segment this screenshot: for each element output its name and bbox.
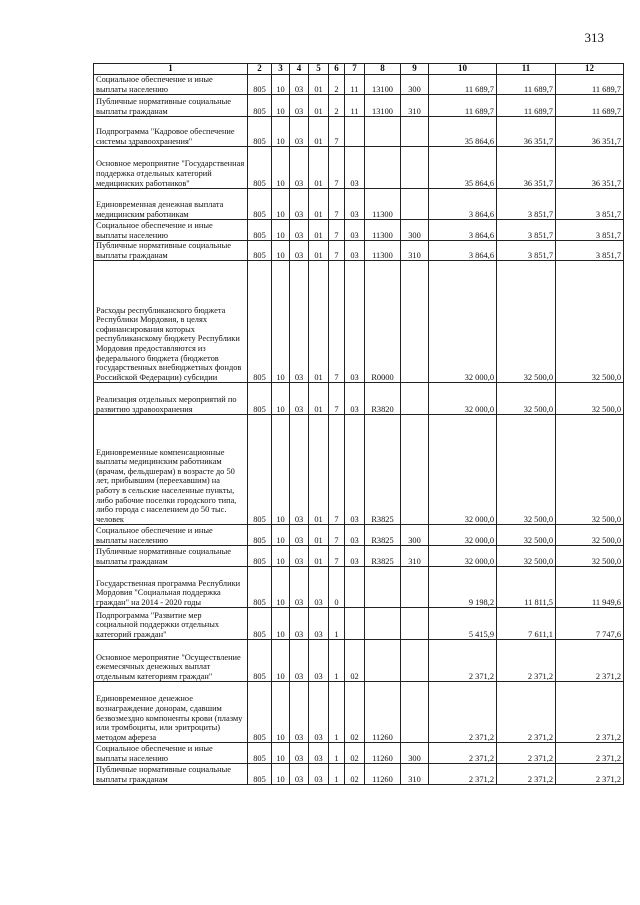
amount-cell-2021: 32 500,0 [556,261,624,383]
event-cell: 02 [345,743,365,764]
table-row [94,189,624,220]
row-name-cell: Реализация отдельных мероприятий по развитию здравоохранения [94,383,248,415]
table-row [94,220,624,241]
amount-cell-2020: 32 500,0 [497,261,556,383]
subprogram-cell: 7 [329,261,345,383]
direction-cell: 11260 [365,682,401,743]
amount-cell-2021: 2 371,2 [556,640,624,682]
program-cell: 03 [309,743,329,764]
amount-cell-2021: 3 851,7 [556,220,624,241]
section-cell: 10 [272,189,290,220]
amount-cell-2020: 32 500,0 [497,415,556,525]
subsection-cell: 03 [290,415,309,525]
subprogram-cell: 7 [329,383,345,415]
amount-cell-2019: 32 000,0 [429,415,497,525]
gr-cell: 805 [248,75,272,95]
expense-type-cell [401,608,429,640]
program-cell: 01 [309,117,329,147]
subprogram-cell: 7 [329,525,345,546]
program-cell: 03 [309,608,329,640]
page-number: 313 [584,30,604,45]
direction-cell: R3825 [365,415,401,525]
event-cell: 02 [345,640,365,682]
gr-cell: 805 [248,241,272,261]
row-name-cell: Государственная программа Республики Мордовия "Социальная поддержка граждан" на 2014 - 2020 годы [94,567,248,608]
program-cell: 01 [309,525,329,546]
section-cell: 10 [272,546,290,567]
subprogram-cell: 7 [329,189,345,220]
gr-cell: 805 [248,525,272,546]
column-header: 9 [401,64,429,75]
event-cell: 03 [345,415,365,525]
amount-cell-2019: 3 864,6 [429,241,497,261]
section-cell: 10 [272,608,290,640]
amount-cell-2021: 36 351,7 [556,147,624,189]
column-header: 5 [309,64,329,75]
program-cell: 01 [309,220,329,241]
expense-type-cell: 310 [401,546,429,567]
table-row [94,261,624,383]
expense-type-cell: 310 [401,95,429,117]
amount-cell-2019: 5 415,9 [429,608,497,640]
row-name-cell: Публичные нормативные социальные выплаты гражданам [94,95,248,117]
column-header: 2 [248,64,272,75]
expense-type-cell: 300 [401,220,429,241]
amount-cell-2019: 3 864,6 [429,189,497,220]
section-cell: 10 [272,75,290,95]
subsection-cell: 03 [290,147,309,189]
section-cell: 10 [272,147,290,189]
program-cell: 01 [309,383,329,415]
subprogram-cell: 2 [329,75,345,95]
direction-cell: 13100 [365,75,401,95]
subprogram-cell: 1 [329,743,345,764]
amount-cell-2019: 9 198,2 [429,567,497,608]
amount-cell-2021: 3 851,7 [556,189,624,220]
row-name-cell: Социальное обеспечение и иные выплаты населению [94,220,248,241]
row-name-cell: Публичные нормативные социальные выплаты гражданам [94,764,248,785]
row-name-cell: Основное мероприятие "Государственная поддержка отдельных категорий медицинских работников" [94,147,248,189]
program-cell: 01 [309,95,329,117]
expense-type-cell: 310 [401,764,429,785]
subsection-cell: 03 [290,241,309,261]
row-name-cell: Расходы республиканского бюджета Республики Мордовия, в целях софинансирования которых республиканскому бюджету Республики Мордовия предоставляются из федерального бюджета (бюджетов государственных внебюджетных фондов Российской Федерации) субсидии [94,261,248,383]
direction-cell: 13100 [365,95,401,117]
column-header: 6 [329,64,345,75]
table-row [94,608,624,640]
amount-cell-2021: 32 500,0 [556,415,624,525]
gr-cell: 805 [248,546,272,567]
section-cell: 10 [272,261,290,383]
expense-type-cell [401,147,429,189]
column-header: 7 [345,64,365,75]
subsection-cell: 03 [290,764,309,785]
program-cell: 01 [309,241,329,261]
direction-cell: R0000 [365,261,401,383]
amount-cell-2021: 11 949,6 [556,567,624,608]
column-header: 4 [290,64,309,75]
amount-cell-2020: 3 851,7 [497,189,556,220]
gr-cell: 805 [248,383,272,415]
row-name-cell: Единовременная денежная выплата медицинским работникам [94,189,248,220]
gr-cell: 805 [248,261,272,383]
program-cell: 03 [309,682,329,743]
gr-cell: 805 [248,220,272,241]
subprogram-cell: 2 [329,95,345,117]
subprogram-cell: 0 [329,567,345,608]
column-header: 10 [429,64,497,75]
amount-cell-2020: 11 811,5 [497,567,556,608]
subprogram-cell: 7 [329,147,345,189]
subsection-cell: 03 [290,525,309,546]
amount-cell-2020: 2 371,2 [497,743,556,764]
gr-cell: 805 [248,189,272,220]
table-row [94,682,624,743]
amount-cell-2021: 2 371,2 [556,764,624,785]
section-cell: 10 [272,95,290,117]
row-name-cell: Подпрограмма "Развитие мер социальной поддержки отдельных категорий граждан" [94,608,248,640]
section-cell: 10 [272,682,290,743]
table-body [94,75,624,785]
amount-cell-2020: 2 371,2 [497,640,556,682]
amount-cell-2021: 11 689,7 [556,95,624,117]
event-cell: 03 [345,383,365,415]
event-cell: 03 [345,261,365,383]
amount-cell-2019: 2 371,2 [429,764,497,785]
gr-cell: 805 [248,117,272,147]
program-cell: 01 [309,189,329,220]
amount-cell-2020: 3 851,7 [497,220,556,241]
expense-type-cell: 310 [401,241,429,261]
header-row [94,64,624,75]
amount-cell-2020: 3 851,7 [497,241,556,261]
gr-cell: 805 [248,764,272,785]
section-cell: 10 [272,743,290,764]
program-cell: 03 [309,567,329,608]
amount-cell-2021: 3 851,7 [556,241,624,261]
amount-cell-2020: 36 351,7 [497,117,556,147]
subprogram-cell: 1 [329,608,345,640]
amount-cell-2019: 32 000,0 [429,261,497,383]
event-cell: 11 [345,75,365,95]
subprogram-cell: 1 [329,682,345,743]
subprogram-cell: 7 [329,117,345,147]
section-cell: 10 [272,640,290,682]
amount-cell-2019: 3 864,6 [429,220,497,241]
amount-cell-2019: 35 864,6 [429,117,497,147]
event-cell [345,117,365,147]
amount-cell-2020: 11 689,7 [497,75,556,95]
table-row [94,525,624,546]
amount-cell-2021: 2 371,2 [556,682,624,743]
amount-cell-2020: 2 371,2 [497,682,556,743]
amount-cell-2019: 2 371,2 [429,682,497,743]
expense-type-cell [401,261,429,383]
section-cell: 10 [272,415,290,525]
amount-cell-2020: 32 500,0 [497,525,556,546]
subsection-cell: 03 [290,383,309,415]
event-cell: 03 [345,147,365,189]
amount-cell-2021: 7 747,6 [556,608,624,640]
subsection-cell: 03 [290,261,309,383]
subprogram-cell: 7 [329,546,345,567]
table-row [94,75,624,95]
event-cell: 03 [345,525,365,546]
amount-cell-2021: 11 689,7 [556,75,624,95]
gr-cell: 805 [248,682,272,743]
gr-cell: 805 [248,608,272,640]
direction-cell [365,608,401,640]
table-row [94,117,624,147]
section-cell: 10 [272,383,290,415]
program-cell: 01 [309,415,329,525]
event-cell: 02 [345,764,365,785]
subsection-cell: 03 [290,567,309,608]
event-cell [345,608,365,640]
expense-type-cell [401,415,429,525]
subsection-cell: 03 [290,546,309,567]
direction-cell [365,117,401,147]
column-header: 8 [365,64,401,75]
row-name-cell: Социальное обеспечение и иные выплаты населению [94,743,248,764]
direction-cell: 11300 [365,220,401,241]
amount-cell-2019: 32 000,0 [429,383,497,415]
event-cell: 03 [345,220,365,241]
subsection-cell: 03 [290,220,309,241]
budget-table [93,63,624,785]
gr-cell: 805 [248,743,272,764]
row-name-cell: Социальное обеспечение и иные выплаты населению [94,75,248,95]
table-row [94,640,624,682]
table-row [94,764,624,785]
direction-cell: 11300 [365,241,401,261]
amount-cell-2019: 35 864,6 [429,147,497,189]
section-cell: 10 [272,220,290,241]
program-cell: 01 [309,546,329,567]
direction-cell [365,567,401,608]
direction-cell: R3820 [365,383,401,415]
subsection-cell: 03 [290,682,309,743]
subprogram-cell: 1 [329,640,345,682]
subprogram-cell: 7 [329,415,345,525]
event-cell: 02 [345,682,365,743]
row-name-cell: Единовременное денежное вознаграждение донорам, сдавшим безвозмездно компоненты крови (плазму или тромбоциты, или эритроциты) методом афереза [94,682,248,743]
subprogram-cell: 7 [329,220,345,241]
table-row [94,147,624,189]
amount-cell-2019: 32 000,0 [429,525,497,546]
expense-type-cell [401,189,429,220]
gr-cell: 805 [248,147,272,189]
table-row [94,95,624,117]
subprogram-cell: 7 [329,241,345,261]
event-cell: 03 [345,546,365,567]
amount-cell-2020: 11 689,7 [497,95,556,117]
amount-cell-2020: 2 371,2 [497,764,556,785]
row-name-cell: Публичные нормативные социальные выплаты гражданам [94,546,248,567]
subsection-cell: 03 [290,608,309,640]
event-cell: 03 [345,189,365,220]
event-cell: 11 [345,95,365,117]
event-cell: 03 [345,241,365,261]
expense-type-cell [401,640,429,682]
amount-cell-2020: 32 500,0 [497,383,556,415]
column-header: 11 [497,64,556,75]
amount-cell-2019: 11 689,7 [429,95,497,117]
amount-cell-2021: 32 500,0 [556,383,624,415]
section-cell: 10 [272,525,290,546]
expense-type-cell [401,567,429,608]
event-cell [345,567,365,608]
table-row [94,743,624,764]
table-row [94,546,624,567]
amount-cell-2019: 2 371,2 [429,640,497,682]
gr-cell: 805 [248,567,272,608]
expense-type-cell: 300 [401,75,429,95]
program-cell: 01 [309,75,329,95]
direction-cell: R3825 [365,525,401,546]
section-cell: 10 [272,117,290,147]
direction-cell [365,147,401,189]
direction-cell [365,640,401,682]
subsection-cell: 03 [290,95,309,117]
subprogram-cell: 1 [329,764,345,785]
amount-cell-2019: 11 689,7 [429,75,497,95]
expense-type-cell [401,682,429,743]
amount-cell-2021: 36 351,7 [556,117,624,147]
subsection-cell: 03 [290,75,309,95]
gr-cell: 805 [248,415,272,525]
amount-cell-2021: 2 371,2 [556,743,624,764]
table-row [94,567,624,608]
table-row [94,241,624,261]
direction-cell: 11260 [365,764,401,785]
table-row [94,383,624,415]
expense-type-cell [401,117,429,147]
row-name-cell: Подпрограмма "Кадровое обеспечение системы здравоохранения" [94,117,248,147]
section-cell: 10 [272,567,290,608]
direction-cell: R3825 [365,546,401,567]
expense-type-cell: 300 [401,525,429,546]
program-cell: 03 [309,764,329,785]
section-cell: 10 [272,764,290,785]
column-header: 1 [94,64,248,75]
amount-cell-2020: 36 351,7 [497,147,556,189]
program-cell: 01 [309,147,329,189]
row-name-cell: Социальное обеспечение и иные выплаты населению [94,525,248,546]
subsection-cell: 03 [290,640,309,682]
amount-cell-2021: 32 500,0 [556,546,624,567]
expense-type-cell: 300 [401,743,429,764]
subsection-cell: 03 [290,743,309,764]
direction-cell: 11260 [365,743,401,764]
column-header: 12 [556,64,624,75]
program-cell: 03 [309,640,329,682]
amount-cell-2020: 7 611,1 [497,608,556,640]
subsection-cell: 03 [290,189,309,220]
row-name-cell: Основное мероприятие "Осуществление ежемесячных денежных выплат отдельным категориям граждан" [94,640,248,682]
amount-cell-2020: 32 500,0 [497,546,556,567]
gr-cell: 805 [248,640,272,682]
row-name-cell: Публичные нормативные социальные выплаты гражданам [94,241,248,261]
amount-cell-2019: 2 371,2 [429,743,497,764]
subsection-cell: 03 [290,117,309,147]
amount-cell-2019: 32 000,0 [429,546,497,567]
direction-cell: 11300 [365,189,401,220]
amount-cell-2021: 32 500,0 [556,525,624,546]
row-name-cell: Единовременные компенсационные выплаты медицинским работникам (врачам, фельдшерам) в возрасте до 50 лет, прибывшим (переехавшим) на работу в сельские населенные пункты, либо рабочие поселки городского типа, либо города с населением до 50 тыс. человек [94,415,248,525]
expense-type-cell [401,383,429,415]
program-cell: 01 [309,261,329,383]
column-header: 3 [272,64,290,75]
gr-cell: 805 [248,95,272,117]
table-row [94,415,624,525]
section-cell: 10 [272,241,290,261]
